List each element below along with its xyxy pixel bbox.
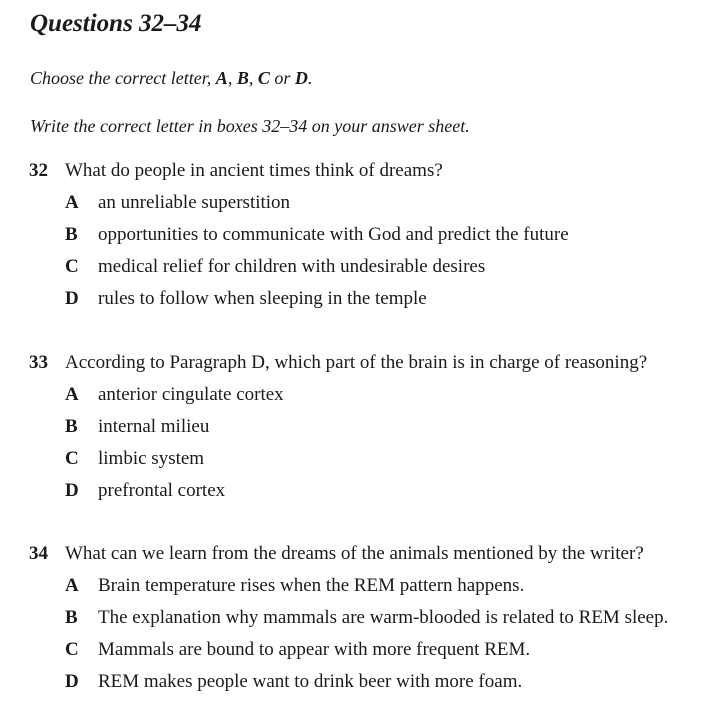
question-block [0,543,702,703]
instruction-prefix: Choose the correct letter, [30,68,216,88]
instruction-choose [30,68,312,89]
option-text: limbic system [98,448,205,469]
question-number: 34 [29,543,48,564]
instruction-write: Write the correct letter in boxes 32–34 on your answer sheet. [30,116,470,136]
instruction-letter-b: B [236,68,249,88]
option-item [0,480,702,512]
option-letter: B [65,224,78,245]
option-letter: B [65,607,78,628]
option-item [0,192,702,224]
option-text: opportunities to communicate with God and predict the future [98,224,569,245]
instruction-period: . [307,68,313,88]
option-text: medical relief for children with undesirable desires [98,256,486,277]
option-text: prefrontal cortex [98,480,226,501]
option-item [0,448,702,480]
option-letter: C [65,256,79,277]
option-item [0,288,702,320]
option-letter: A [65,192,79,213]
option-text: internal milieu [98,416,210,437]
option-item [0,639,702,671]
question-number: 32 [29,160,48,181]
question-block [0,160,702,320]
option-letter: D [65,480,79,501]
option-text: Mammals are bound to appear with more frequent REM. [98,639,531,660]
instruction-or: or [269,68,295,88]
question-text: According to Paragraph D, which part of the brain is in charge of reasoning? [65,352,648,373]
option-item [0,416,702,448]
option-item [0,256,702,288]
option-item [0,384,702,416]
question-text: What do people in ancient times think of dreams? [65,160,443,181]
option-text: an unreliable superstition [98,192,291,213]
option-letter: D [65,671,79,692]
option-text: Brain temperature rises when the REM pattern happens. [98,575,525,596]
section-heading: Questions 32–34 [30,10,202,37]
option-text: rules to follow when sleeping in the temple [98,288,427,309]
instruction-letter-d: D [294,68,308,88]
option-item [0,607,702,639]
question-line [0,543,702,571]
option-letter: C [65,639,79,660]
option-letter: C [65,448,79,469]
question-line [0,160,702,188]
option-item [0,671,702,703]
question-block [0,352,702,512]
question-line [0,352,702,380]
option-letter: A [65,575,79,596]
option-text: anterior cingulate cortex [98,384,284,405]
option-item [0,575,702,607]
option-text: REM makes people want to drink beer with more foam. [98,671,523,692]
option-item [0,224,702,256]
instruction-sep: , [227,68,237,88]
option-letter: B [65,416,78,437]
instruction-letter-a: A [215,68,228,88]
question-number: 33 [29,352,48,373]
option-letter: A [65,384,79,405]
option-letter: D [65,288,79,309]
question-text: What can we learn from the dreams of the animals mentioned by the writer? [65,543,644,564]
option-text: The explanation why mammals are warm-blooded is related to REM sleep. [98,607,669,628]
instruction-sep: , [248,68,258,88]
instruction-letter-c: C [257,68,270,88]
